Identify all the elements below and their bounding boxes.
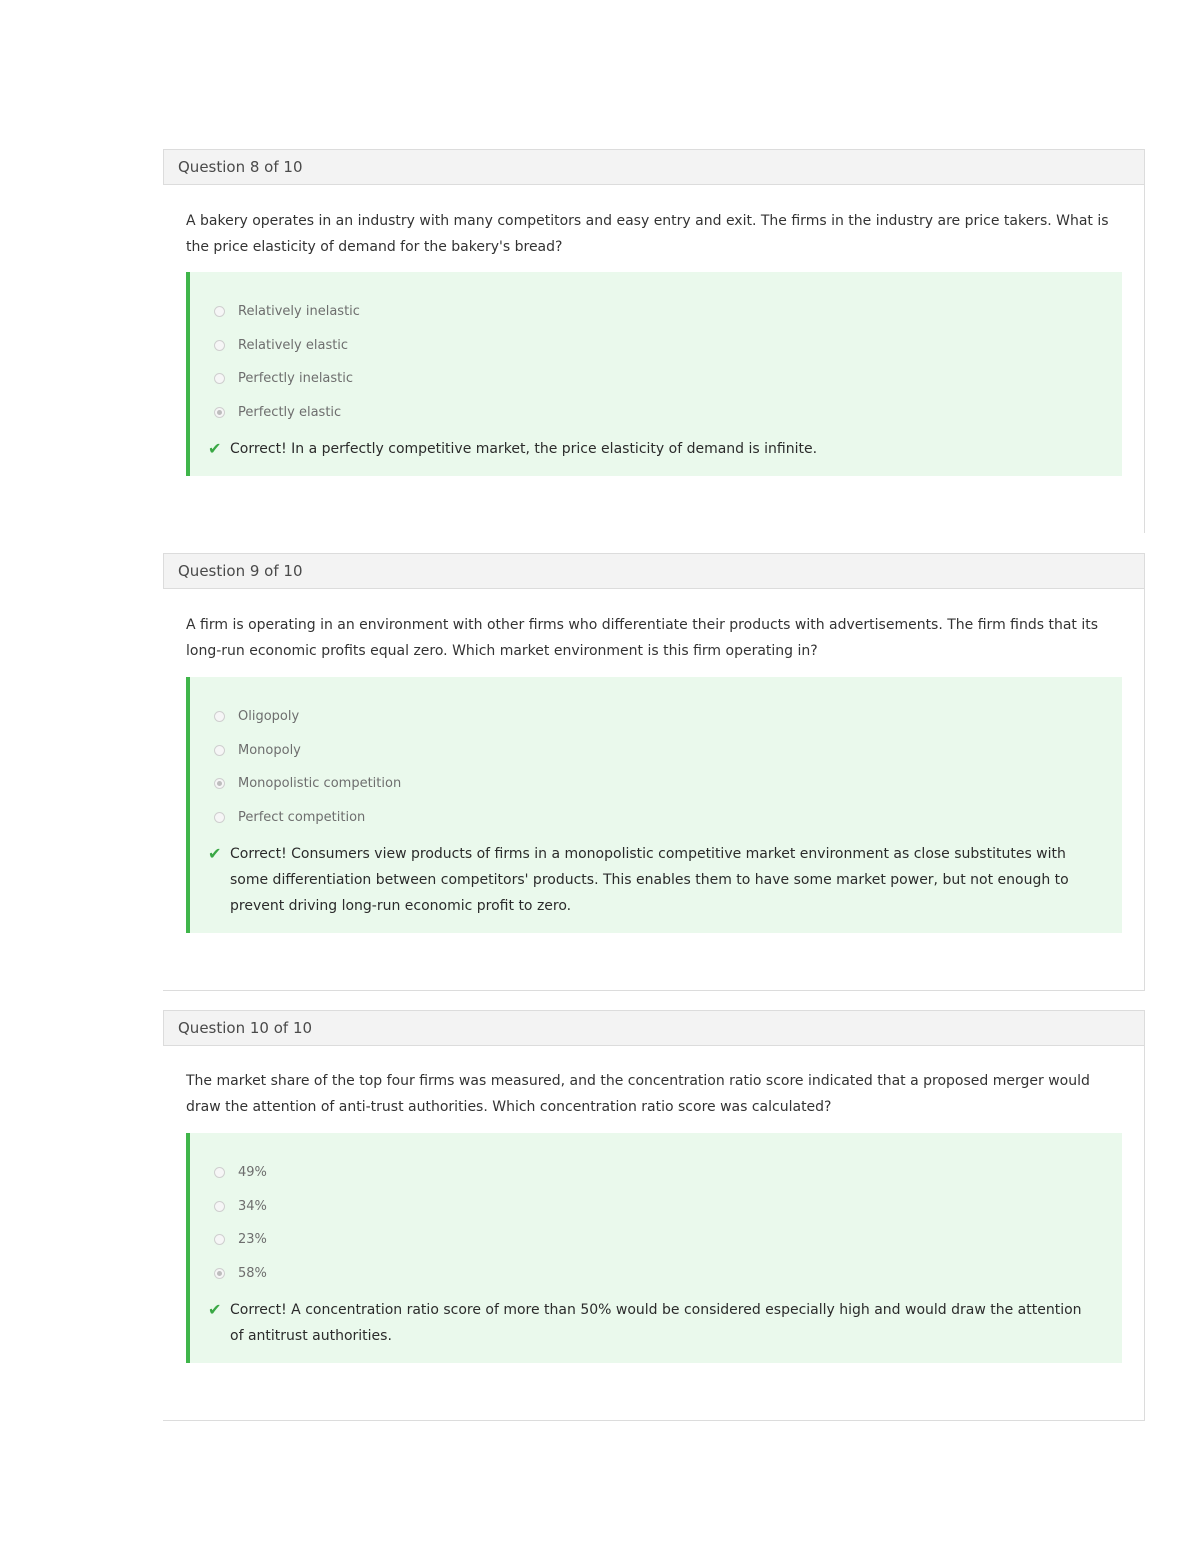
answer-option-selected[interactable] <box>214 767 401 801</box>
radio-button[interactable] <box>214 1167 225 1178</box>
answer-options <box>214 700 401 834</box>
feedback-text: Correct! Consumers view products of firms in a monopolistic competitive market environment as close substitutes with some differentiation between competitors' products. This enables them to have some market power, but not enough to prevent driving long-run economic profit to zero. <box>230 846 1069 914</box>
question-header: Question 8 of 10 <box>163 149 1144 185</box>
answer-panel <box>186 1133 1122 1363</box>
feedback-text: Correct! In a perfectly competitive market, the price elasticity of demand is infinite. <box>230 441 818 457</box>
answer-option-selected[interactable] <box>214 1257 267 1291</box>
option-label: Relatively elastic <box>238 337 349 353</box>
option-label: Perfectly inelastic <box>238 371 354 387</box>
radio-button-selected[interactable] <box>214 407 225 418</box>
question-header: Question 10 of 10 <box>163 1010 1144 1046</box>
answer-option[interactable] <box>214 1190 267 1224</box>
answer-option-selected[interactable] <box>214 396 360 430</box>
check-icon: ✔ <box>208 439 222 458</box>
answer-option[interactable] <box>214 700 401 734</box>
option-label: Monopoly <box>238 742 301 758</box>
option-label: Perfectly elastic <box>238 405 342 421</box>
radio-button[interactable] <box>214 373 225 384</box>
question-card-8 <box>163 149 1145 533</box>
option-label: Monopolistic competition <box>238 776 402 792</box>
check-icon: ✔ <box>208 844 222 863</box>
option-label: 58% <box>238 1266 267 1282</box>
question-card-10 <box>163 1010 1145 1421</box>
answer-option[interactable] <box>214 1223 267 1257</box>
radio-button[interactable] <box>214 711 225 722</box>
question-text: A bakery operates in an industry with many competitors and easy entry and exit. The firms in the industry are price takers. What is the price elasticity of demand for the bakery's bread? <box>186 213 1109 255</box>
answer-panel <box>186 677 1122 933</box>
answer-options <box>214 1156 267 1290</box>
check-icon: ✔ <box>208 1300 222 1319</box>
option-label: 34% <box>238 1198 267 1214</box>
feedback-text: Correct! A concentration ratio score of more than 50% would be considered especially high and would draw the attention of antitrust authorities. <box>230 1302 1082 1344</box>
feedback-message <box>208 841 1098 919</box>
question-text: The market share of the top four firms was measured, and the concentration ratio score indicated that a proposed merger would draw the attention of anti-trust authorities. Which concentration ratio score was calculated? <box>186 1073 1090 1115</box>
feedback-message <box>208 436 1098 462</box>
radio-button[interactable] <box>214 1234 225 1245</box>
answer-option[interactable] <box>214 295 360 329</box>
radio-button-selected[interactable] <box>214 1268 225 1279</box>
radio-button[interactable] <box>214 340 225 351</box>
question-text: A firm is operating in an environment with other firms who differentiate their products with advertisements. The firm finds that its long-run economic profits equal zero. Which market environment is this firm operating in? <box>186 617 1099 659</box>
radio-button-selected[interactable] <box>214 778 225 789</box>
radio-button[interactable] <box>214 745 225 756</box>
option-label: 23% <box>238 1232 267 1248</box>
answer-panel <box>186 272 1122 476</box>
answer-options <box>214 295 360 429</box>
option-label: 49% <box>238 1165 267 1181</box>
question-header: Question 9 of 10 <box>163 553 1144 589</box>
radio-button[interactable] <box>214 812 225 823</box>
question-card-9 <box>163 553 1145 991</box>
answer-option[interactable] <box>214 801 401 835</box>
option-label: Oligopoly <box>238 709 300 725</box>
radio-button[interactable] <box>214 306 225 317</box>
answer-option[interactable] <box>214 329 360 363</box>
radio-button[interactable] <box>214 1201 225 1212</box>
feedback-message <box>208 1297 1098 1349</box>
answer-option[interactable] <box>214 362 360 396</box>
option-label: Perfect competition <box>238 810 366 826</box>
answer-option[interactable] <box>214 1156 267 1190</box>
option-label: Relatively inelastic <box>238 304 360 320</box>
answer-option[interactable] <box>214 734 401 768</box>
